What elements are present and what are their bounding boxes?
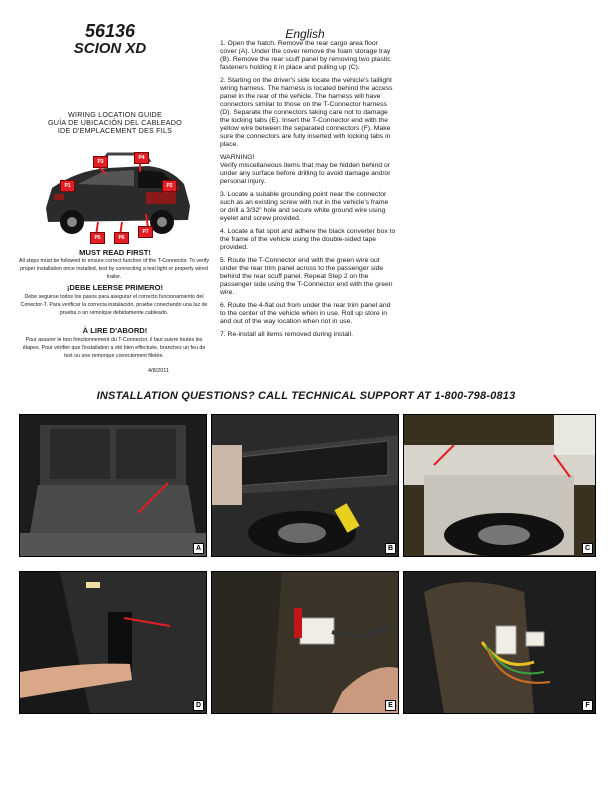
step-4: 4. Locate a flat spot and adhere the black converter box to the frame of the vehicle using the double-sided tape provided. xyxy=(220,228,396,251)
callout-p6: P6 xyxy=(114,232,129,244)
callout-p4: P4 xyxy=(134,152,149,164)
photo-label-d: D xyxy=(193,700,204,711)
vehicle-model: SCION XD xyxy=(73,40,147,57)
photo-label-c: C xyxy=(582,543,593,554)
step-5: 5. Route the T-Connector end with the green wire out under the rear trim panel across to the passenger side behind the rear scuff panel. Repeat Step 2 on the passenger side using the T-Connector end with the green wire. xyxy=(220,257,393,296)
document-date: 4/8/2011 xyxy=(148,368,170,374)
notice-title-en: MUST READ FIRST! xyxy=(79,248,151,257)
notice-title-es: ¡DEBE LEERSE PRIMERO! xyxy=(66,283,164,292)
car-photo xyxy=(38,148,198,244)
photo-label-b: B xyxy=(385,543,396,554)
callout-p2: P2 xyxy=(162,180,177,192)
wiring-title-en: WIRING LOCATION GUIDE xyxy=(68,110,162,119)
callout-p1: P1 xyxy=(60,180,75,192)
callout-p3: P3 xyxy=(93,156,108,168)
installation-steps xyxy=(220,40,396,344)
step-6: 6. Route the 4-flat out from under the rear trim panel and to the center of the vehicle when in use. Roll up store in and out of the way location when not in use. xyxy=(220,302,391,325)
photo-b xyxy=(211,414,399,557)
photo-e xyxy=(211,571,399,714)
notice-text-fr: Pour assurer le bon fonctionnement du T-Connector, il faut suivre toutes les étapes. Pour vérifier que l'installation a été bien effectuée, branchez un feu de test ou une remorque correctement filetée. xyxy=(22,337,206,359)
step-3: 3. Locate a suitable grounding point near the connector such as an existing screw with nut in the vehicle's frame or drill a 3/32" hole and secure white ground wire using eyelet and screw provided. xyxy=(220,191,389,222)
callout-p5: P5 xyxy=(90,232,105,244)
language-heading: English xyxy=(285,27,325,41)
callout-p7: P7 xyxy=(138,226,153,238)
photo-a xyxy=(19,414,207,557)
wiring-title-fr: IDE D'EMPLACEMENT DES FILS xyxy=(57,126,173,135)
photo-label-f: F xyxy=(582,700,593,711)
step-2: 2. Starting on the driver's side locate the vehicle's taillight wiring harness. The harness is located behind the access panel in the rear of the vehicle. The harness will have connectors similar to those on the T-Connector harness (D). Separate the connectors taking care not to damage the locking tabs (E). Insert the T-Connector end with the yellow wire between the separated connectors (F). Make sure the connectors are fully inserted with locking tabs in place. xyxy=(220,77,393,148)
photo-label-a: A xyxy=(193,543,204,554)
part-number: 56136 xyxy=(84,21,136,41)
warning: WARNING! Verify miscellaneous items that may be hidden behind or under any surface before drilling to avoid damage and/or personal injury. xyxy=(220,154,391,185)
notice-title-fr: À LIRE D'ABORD! xyxy=(82,326,148,335)
photo-c xyxy=(403,414,596,557)
photo-d xyxy=(19,571,207,714)
car-illustration xyxy=(38,148,198,244)
support-line: INSTALLATION QUESTIONS? CALL TECHNICAL SUPPORT AT 1-800-798-0813 xyxy=(96,390,516,402)
photo-f xyxy=(403,571,596,714)
step-1: 1. Open the hatch. Remove the rear cargo area floor cover (A). Under the cover remove the foam storage tray (B). Remove the rear scuff panel by removing two plastic fasteners holding it in place and pulling up (C). xyxy=(220,40,391,71)
notice-text-es: Debe seguirse todos los pasos para asegurar el correcto funcionamiento del Conector-T. Para verificar la correcta instalación, pruebe conectando una luz de prueba o un remolque debidamente cableado. xyxy=(20,294,208,316)
notice-text-en: All steps must be followed to ensure correct function of the T-Connector. To verify proper installation once installed, test by connecting a test light or properly wired trailer. xyxy=(19,258,209,280)
photo-label-e: E xyxy=(385,700,396,711)
wiring-title-es: GUÍA DE UBICACIÓN DEL CABLEADO xyxy=(48,118,182,127)
step-7: 7. Re-install all items removed during install. xyxy=(220,331,353,338)
